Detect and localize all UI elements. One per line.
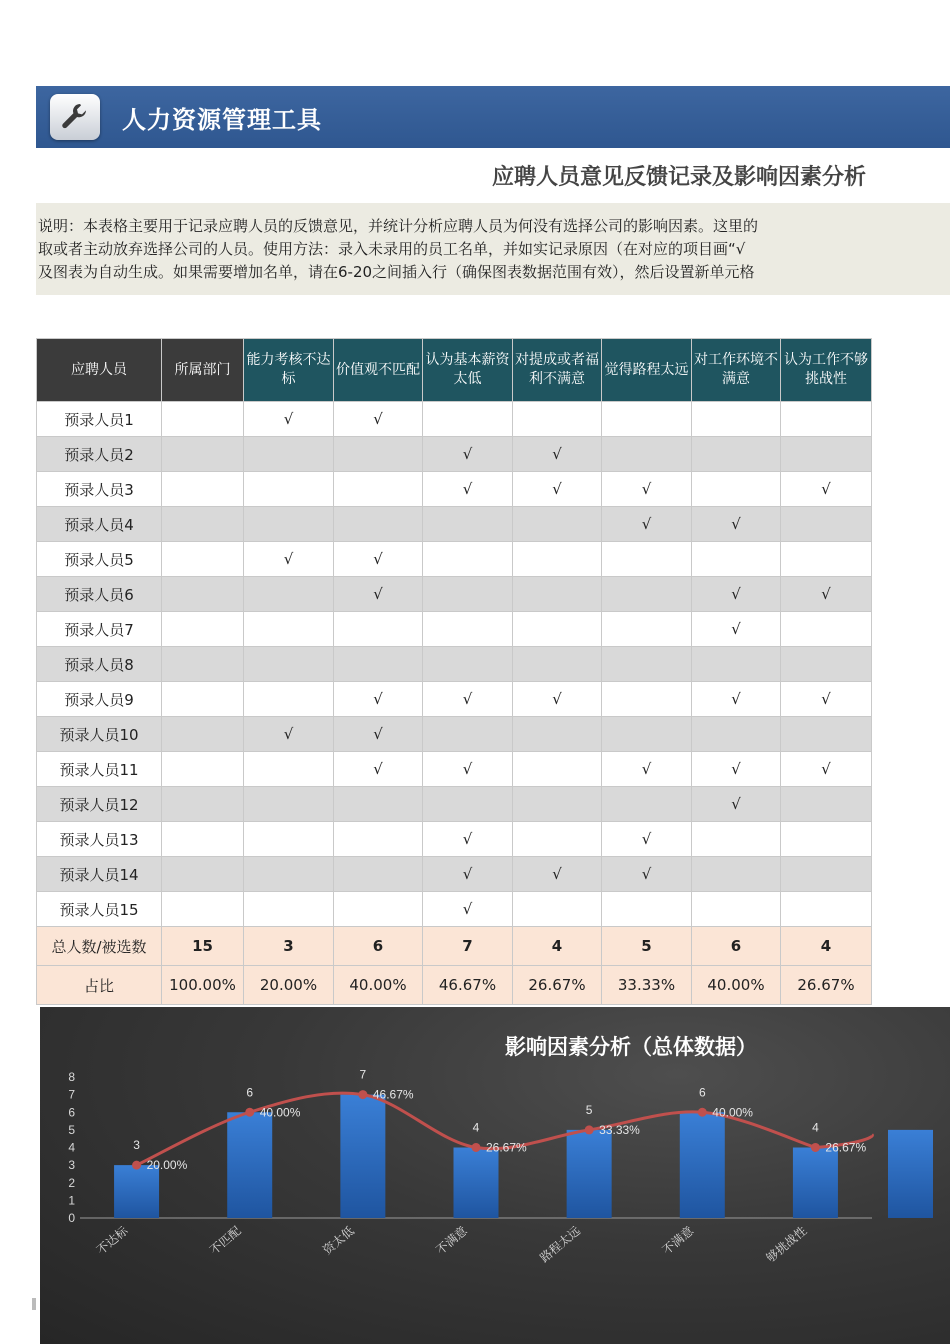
category-tick-label: 资太低	[320, 1223, 357, 1258]
ratio-label: 26.67%	[825, 1140, 867, 1155]
reason-check-cell[interactable]	[692, 542, 781, 577]
table-body	[37, 402, 872, 1005]
reason-check-cell[interactable]	[602, 577, 692, 612]
ratio-point	[472, 1143, 481, 1152]
wrench-icon	[50, 94, 100, 140]
applicant-name-cell[interactable]: 预录人员12	[37, 787, 162, 822]
column-header: 所属部门	[162, 339, 244, 402]
reason-check-cell[interactable]: √	[423, 682, 513, 717]
reason-check-cell[interactable]: √	[334, 577, 423, 612]
reason-check-cell[interactable]	[781, 542, 872, 577]
ratio-row-value: 40.00%	[692, 966, 781, 1005]
reason-check-cell[interactable]	[334, 507, 423, 542]
reason-check-cell[interactable]	[781, 857, 872, 892]
reason-check-cell[interactable]	[244, 437, 334, 472]
applicant-name-cell[interactable]: 预录人员7	[37, 612, 162, 647]
reason-check-cell[interactable]: √	[602, 752, 692, 787]
category-tick-label: 不达标	[93, 1223, 131, 1258]
bar-value-label: 6	[246, 1085, 254, 1100]
reason-check-cell[interactable]: √	[781, 577, 872, 612]
y-tick-label: 5	[68, 1122, 75, 1137]
table-row	[37, 857, 872, 892]
y-tick-label: 0	[68, 1211, 75, 1225]
reason-check-cell[interactable]	[334, 612, 423, 647]
column-header: 对提成或者福利不满意	[513, 339, 602, 402]
ratio-point	[811, 1143, 820, 1152]
reason-check-cell[interactable]	[602, 612, 692, 647]
reason-check-cell[interactable]	[513, 717, 602, 752]
reason-check-cell[interactable]	[334, 892, 423, 927]
ratio-label: 40.00%	[712, 1105, 753, 1120]
totals-row-value: 6	[334, 927, 423, 966]
table-row	[37, 472, 872, 507]
reason-check-cell[interactable]	[423, 647, 513, 682]
description-line: 及图表为自动生成。如果需要增加名单，请在6-20之间插入行（确保图表数据范围有效），然后设置新单元格	[38, 263, 755, 281]
reason-check-cell[interactable]	[513, 787, 602, 822]
reason-check-cell[interactable]: √	[602, 857, 692, 892]
ratio-row-value: 33.33%	[602, 966, 692, 1005]
reason-check-cell[interactable]: √	[602, 822, 692, 857]
reason-check-cell[interactable]	[244, 612, 334, 647]
reason-check-cell[interactable]	[334, 472, 423, 507]
totals-row-value: 6	[692, 927, 781, 966]
applicant-name-cell[interactable]: 预录人员6	[37, 577, 162, 612]
table-row	[37, 752, 872, 787]
reason-check-cell[interactable]	[781, 612, 872, 647]
page-title: 应聘人员意见反馈记录及影响因素分析	[491, 165, 866, 190]
table-row	[37, 542, 872, 577]
reason-check-cell[interactable]	[244, 822, 334, 857]
reason-check-cell[interactable]: √	[244, 402, 334, 437]
totals-row-value: 3	[244, 927, 334, 966]
reason-check-cell[interactable]	[423, 507, 513, 542]
department-cell[interactable]	[162, 577, 244, 612]
chart-title: 影响因素分析（总体数据）	[505, 1035, 757, 1059]
department-cell[interactable]	[162, 717, 244, 752]
reason-check-cell[interactable]: √	[781, 682, 872, 717]
reason-check-cell[interactable]: √	[692, 507, 781, 542]
reason-check-cell[interactable]	[602, 402, 692, 437]
reason-check-cell[interactable]: √	[513, 437, 602, 472]
reason-check-cell[interactable]	[781, 892, 872, 927]
app-title: 人力资源管理工具	[122, 106, 322, 134]
reason-check-cell[interactable]: √	[513, 857, 602, 892]
column-header: 认为基本薪资太低	[423, 339, 513, 402]
header-banner	[36, 86, 950, 148]
bar	[454, 1148, 499, 1219]
reason-check-cell[interactable]	[692, 857, 781, 892]
reason-check-cell[interactable]: √	[423, 822, 513, 857]
y-tick-label: 8	[68, 1070, 75, 1084]
column-header: 价值观不匹配	[334, 339, 423, 402]
reason-check-cell[interactable]	[602, 437, 692, 472]
reason-check-cell[interactable]	[602, 647, 692, 682]
reason-check-cell[interactable]	[423, 577, 513, 612]
bar-value-label: 4	[472, 1120, 480, 1135]
table-row	[37, 822, 872, 857]
reason-check-cell[interactable]	[602, 892, 692, 927]
ratio-row-value: 26.67%	[781, 966, 872, 1005]
y-tick-label: 6	[68, 1105, 75, 1120]
reason-check-cell[interactable]	[244, 857, 334, 892]
department-cell[interactable]	[162, 542, 244, 577]
ratio-label: 33.33%	[599, 1122, 640, 1137]
reason-check-cell[interactable]	[513, 577, 602, 612]
reason-check-cell[interactable]: √	[334, 402, 423, 437]
reason-check-cell[interactable]	[244, 752, 334, 787]
bar	[680, 1112, 725, 1218]
reason-check-cell[interactable]	[513, 647, 602, 682]
column-header: 应聘人员	[37, 339, 162, 402]
reason-check-cell[interactable]	[334, 787, 423, 822]
department-cell[interactable]	[162, 857, 244, 892]
reason-check-cell[interactable]	[244, 577, 334, 612]
ratio-point	[358, 1090, 367, 1099]
reason-check-cell[interactable]: √	[423, 857, 513, 892]
bar	[888, 1130, 933, 1218]
category-tick-label: 不匹配	[207, 1223, 244, 1258]
reason-check-cell[interactable]: √	[692, 577, 781, 612]
reason-check-cell[interactable]	[513, 402, 602, 437]
ratio-row-label: 占比	[37, 966, 162, 1005]
bar-value-label: 3	[133, 1138, 140, 1153]
reason-check-cell[interactable]: √	[423, 892, 513, 927]
totals-row-label: 总人数/被选数	[37, 927, 162, 966]
category-tick-label: 够挑战性	[763, 1223, 810, 1266]
department-cell[interactable]	[162, 787, 244, 822]
reason-check-cell[interactable]	[781, 507, 872, 542]
chart-canvas	[40, 1007, 950, 1344]
totals-row-value: 4	[781, 927, 872, 966]
reason-check-cell[interactable]: √	[602, 472, 692, 507]
totals-row	[37, 927, 872, 966]
table-row	[37, 437, 872, 472]
applicant-name-cell[interactable]: 预录人员15	[37, 892, 162, 927]
reason-check-cell[interactable]	[602, 682, 692, 717]
reason-check-cell[interactable]	[423, 612, 513, 647]
reason-check-cell[interactable]	[513, 612, 602, 647]
reason-check-cell[interactable]	[334, 647, 423, 682]
ratio-row-value: 40.00%	[334, 966, 423, 1005]
reason-check-cell[interactable]	[692, 717, 781, 752]
column-header: 对工作环境不满意	[692, 339, 781, 402]
bar-value-label: 4	[812, 1120, 819, 1135]
ratio-label: 40.00%	[259, 1105, 301, 1120]
category-tick-label: 路程太远	[537, 1223, 584, 1266]
reason-check-cell[interactable]	[244, 682, 334, 717]
reason-check-cell[interactable]: √	[334, 752, 423, 787]
page-marker	[32, 1298, 36, 1310]
ratio-point	[698, 1108, 707, 1117]
reason-check-cell[interactable]	[423, 717, 513, 752]
description-line: 说明：本表格主要用于记录应聘人员的反馈意见，并统计分析应聘人员为何没有选择公司的影响因素。这里的	[38, 217, 759, 235]
table-row	[37, 682, 872, 717]
reason-check-cell[interactable]	[513, 542, 602, 577]
table-row	[37, 787, 872, 822]
applicant-name-cell[interactable]: 预录人员9	[37, 682, 162, 717]
column-header: 能力考核不达标	[244, 339, 334, 402]
applicant-name-cell[interactable]: 预录人员10	[37, 717, 162, 752]
reason-check-cell[interactable]	[334, 437, 423, 472]
reason-check-cell[interactable]	[244, 787, 334, 822]
factor-chart	[40, 1007, 950, 1344]
reason-check-cell[interactable]: √	[244, 717, 334, 752]
reason-check-cell[interactable]	[423, 542, 513, 577]
reason-check-cell[interactable]	[513, 507, 602, 542]
table-row	[37, 507, 872, 542]
reason-check-cell[interactable]: √	[781, 472, 872, 507]
totals-row-value: 15	[162, 927, 244, 966]
ratio-row-value: 20.00%	[244, 966, 334, 1005]
bar-value-label: 6	[698, 1085, 706, 1100]
reason-check-cell[interactable]	[334, 822, 423, 857]
category-tick-label: 不满意	[433, 1223, 470, 1258]
table-row	[37, 402, 872, 437]
reason-check-cell[interactable]	[781, 822, 872, 857]
department-cell[interactable]	[162, 612, 244, 647]
applicant-name-cell[interactable]: 预录人员14	[37, 857, 162, 892]
ratio-point	[245, 1108, 254, 1117]
table-row	[37, 577, 872, 612]
bar	[567, 1130, 612, 1218]
reason-check-cell[interactable]: √	[692, 682, 781, 717]
reason-check-cell[interactable]	[692, 437, 781, 472]
table-row	[37, 717, 872, 752]
reason-check-cell[interactable]	[781, 437, 872, 472]
ratio-row-value: 46.67%	[423, 966, 513, 1005]
reason-check-cell[interactable]	[781, 717, 872, 752]
reason-check-cell[interactable]	[244, 472, 334, 507]
reason-check-cell[interactable]	[423, 402, 513, 437]
reason-check-cell[interactable]: √	[244, 542, 334, 577]
applicant-name-cell[interactable]: 预录人员2	[37, 437, 162, 472]
table-header-row	[37, 339, 872, 402]
reason-check-cell[interactable]	[692, 647, 781, 682]
reason-check-cell[interactable]: √	[423, 472, 513, 507]
reason-check-cell[interactable]	[692, 472, 781, 507]
ratio-row-value: 100.00%	[162, 966, 244, 1005]
department-cell[interactable]	[162, 892, 244, 927]
reason-check-cell[interactable]	[334, 857, 423, 892]
applicant-name-cell[interactable]: 预录人员5	[37, 542, 162, 577]
reason-check-cell[interactable]	[602, 787, 692, 822]
column-header: 觉得路程太远	[602, 339, 692, 402]
bar-value-label: 7	[359, 1067, 367, 1082]
reason-check-cell[interactable]	[602, 542, 692, 577]
reason-check-cell[interactable]	[692, 822, 781, 857]
reason-check-cell[interactable]: √	[423, 437, 513, 472]
department-cell[interactable]	[162, 472, 244, 507]
reason-check-cell[interactable]: √	[602, 507, 692, 542]
ratio-label: 26.67%	[486, 1140, 527, 1155]
reason-check-cell[interactable]	[781, 787, 872, 822]
ratio-point	[585, 1125, 594, 1134]
reason-check-cell[interactable]	[692, 892, 781, 927]
applicant-name-cell[interactable]: 预录人员1	[37, 402, 162, 437]
bar	[114, 1165, 159, 1218]
ratio-point	[132, 1161, 141, 1170]
bar	[340, 1095, 385, 1218]
reason-check-cell[interactable]: √	[692, 752, 781, 787]
reason-check-cell[interactable]	[781, 647, 872, 682]
y-tick-label: 2	[68, 1175, 75, 1190]
department-cell[interactable]	[162, 507, 244, 542]
ratio-row-value: 26.67%	[513, 966, 602, 1005]
reason-check-cell[interactable]: √	[334, 717, 423, 752]
bar-value-label: 5	[585, 1102, 593, 1117]
reason-check-cell[interactable]: √	[513, 472, 602, 507]
reason-check-cell[interactable]	[692, 402, 781, 437]
department-cell[interactable]	[162, 822, 244, 857]
reason-check-cell[interactable]	[244, 507, 334, 542]
applicant-name-cell[interactable]: 预录人员3	[37, 472, 162, 507]
reason-check-cell[interactable]	[423, 787, 513, 822]
reason-check-cell[interactable]	[244, 647, 334, 682]
bar	[227, 1112, 272, 1218]
category-tick-label: 不满意	[659, 1223, 697, 1258]
reason-check-cell[interactable]: √	[334, 542, 423, 577]
totals-row-value: 7	[423, 927, 513, 966]
reason-check-cell[interactable]: √	[781, 752, 872, 787]
department-cell[interactable]	[162, 437, 244, 472]
reason-check-cell[interactable]: √	[334, 682, 423, 717]
reason-check-cell[interactable]	[781, 402, 872, 437]
department-cell[interactable]	[162, 402, 244, 437]
applicant-name-cell[interactable]: 预录人员8	[37, 647, 162, 682]
ratio-label: 20.00%	[146, 1158, 188, 1173]
applicant-name-cell[interactable]: 预录人员13	[37, 822, 162, 857]
reason-check-cell[interactable]: √	[692, 787, 781, 822]
department-cell[interactable]	[162, 647, 244, 682]
y-tick-label: 3	[68, 1158, 75, 1173]
table-row	[37, 892, 872, 927]
totals-row-value: 5	[602, 927, 692, 966]
description-line: 取或者主动放弃选择公司的人员。使用方法：录入未录用的员工名单，并如实记录原因（在对应的项目画“√	[38, 240, 746, 258]
table-row	[37, 647, 872, 682]
department-cell[interactable]	[162, 752, 244, 787]
y-tick-label: 1	[68, 1193, 75, 1208]
y-tick-label: 7	[68, 1087, 75, 1102]
y-tick-label: 4	[68, 1140, 75, 1155]
reason-check-cell[interactable]: √	[692, 612, 781, 647]
totals-row-value: 4	[513, 927, 602, 966]
reason-check-cell[interactable]	[244, 892, 334, 927]
description-box	[36, 203, 950, 295]
applicant-name-cell[interactable]: 预录人员11	[37, 752, 162, 787]
reason-check-cell[interactable]	[513, 752, 602, 787]
reason-check-cell[interactable]	[602, 717, 692, 752]
reason-check-cell[interactable]	[513, 822, 602, 857]
applicant-name-cell[interactable]: 预录人员4	[37, 507, 162, 542]
reason-check-cell[interactable]	[513, 892, 602, 927]
column-header: 认为工作不够挑战性	[781, 339, 872, 402]
department-cell[interactable]	[162, 682, 244, 717]
bar	[793, 1148, 838, 1219]
table-row	[37, 612, 872, 647]
ratio-label: 46.67%	[372, 1087, 414, 1102]
reason-check-cell[interactable]: √	[513, 682, 602, 717]
reason-check-cell[interactable]: √	[423, 752, 513, 787]
ratio-row	[37, 966, 872, 1005]
feedback-table	[36, 338, 872, 1005]
